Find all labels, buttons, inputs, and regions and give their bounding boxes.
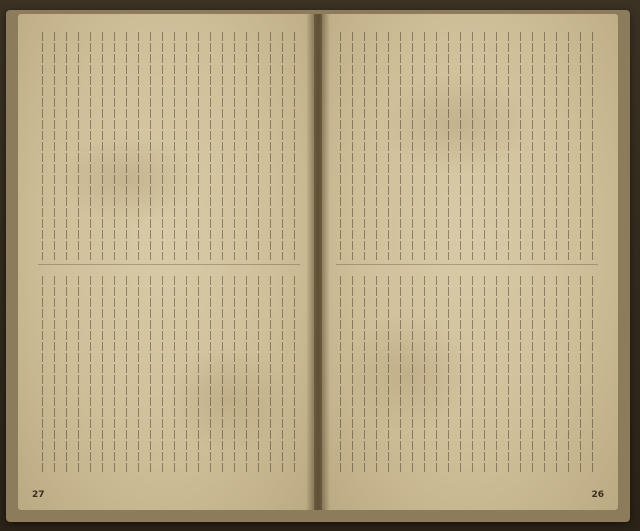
- vertical-text-columns: [38, 32, 300, 260]
- page-number: 27: [32, 490, 45, 500]
- right-page: [322, 14, 618, 510]
- section-divider: [336, 264, 598, 269]
- left-page: [18, 14, 314, 510]
- vertical-text-columns: [38, 276, 300, 472]
- vertical-text-columns: [336, 276, 598, 472]
- page-number: 26: [591, 490, 604, 500]
- vertical-text-columns: [336, 32, 598, 260]
- book-gutter: [306, 14, 330, 510]
- section-divider: [38, 264, 300, 269]
